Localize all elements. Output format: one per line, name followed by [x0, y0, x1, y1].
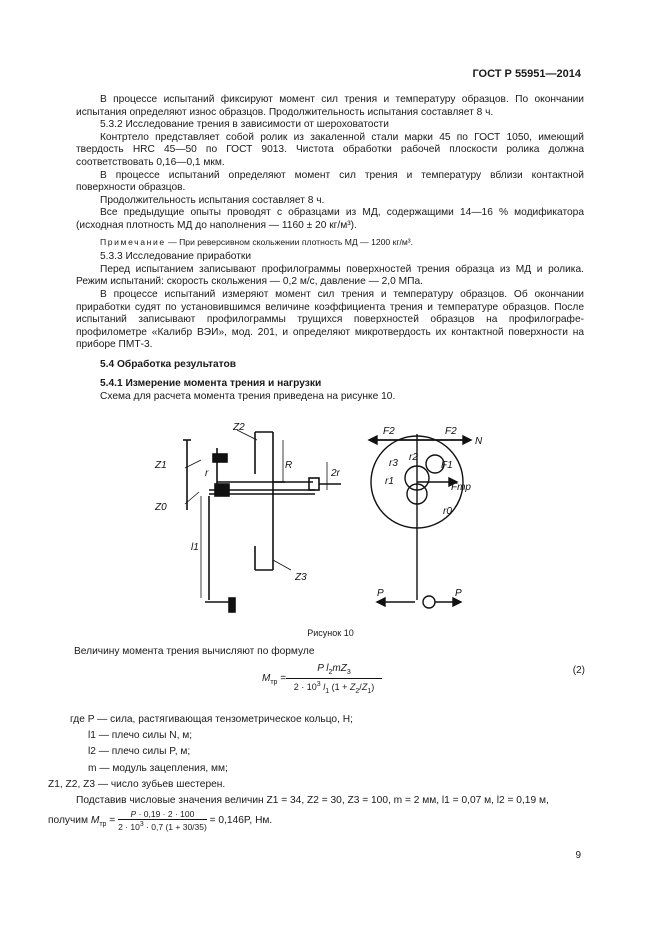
formula-fraction: $\frac{P l_2mZ_3}{2 \cdot 10^3 l_1 (1 + Z_2/Z_1)}$	[286, 663, 382, 695]
result-prefix: получим	[48, 815, 88, 827]
paragraph-2: Контртело представляет собой ролик из закаленной стали марки 45 по ГОСТ 1050, имеющий твердость HRC 45—50 по ГОСТ 9013. Чистота обработки рабочей плоскости ролика должна соответствовать 0,16—0,1 мкм.	[76, 131, 584, 168]
paragraph-4: Продолжительность испытания составляет 8 ч.	[100, 194, 325, 206]
figure-caption: Рисунок 10	[307, 628, 354, 638]
label-f1: F1	[441, 460, 453, 471]
def-p: где P — сила, растягивающая тензометрическое кольцо, Н;	[70, 714, 353, 725]
label-f2-left: F2	[383, 426, 395, 437]
def-z: Z1, Z2, Z3 — число зубьев шестерен.	[48, 778, 226, 790]
def-m: m — модуль зацепления, мм;	[88, 762, 228, 774]
label-z2: Z2	[233, 422, 245, 433]
document-body	[76, 94, 584, 404]
document-header: ГОСТ Р 55951—2014	[472, 68, 581, 80]
label-z1: Z1	[155, 460, 167, 471]
note-text: — При реверсивном скольжении плотность МД — 1200 кг/м³.	[165, 236, 414, 247]
label-z3: Z3	[295, 572, 307, 583]
label-n: N	[475, 436, 483, 447]
label-ftr: Fтр	[451, 482, 471, 493]
label-r: r	[205, 468, 209, 479]
heading-5-4: 5.4 Обработка результатов	[100, 358, 237, 370]
formula-2: $M_{тр}$ = $\frac{P l_2mZ_3}{2 \cdot 10^3 l_1 (1 + Z_2/Z_1)}$	[262, 663, 382, 703]
equation-number: (2)	[572, 665, 585, 676]
figure-10-diagram	[145, 420, 505, 618]
result-value: = 0,146P, Нм.	[209, 815, 273, 827]
label-2r: 2r	[331, 468, 340, 479]
page-number: 9	[575, 850, 581, 861]
heading-5-3-2: 5.3.2 Исследование трения в зависимости от шероховатости	[100, 119, 389, 131]
label-p-left: P	[377, 588, 384, 599]
label-r1: r1	[385, 476, 394, 487]
paragraph-6: Перед испытанием записывают профилограммы поверхностей трения образца из МД и ролика. Режим испытаний: скорость скольжения — 0,2 м/с, давление — 2,0 МПа.	[76, 263, 584, 288]
label-l1: l1	[191, 542, 199, 553]
paragraph-7: В процессе испытаний измеряют момент сил трения и температуру образцов. Об окончании приработки судят по установившимся величине коэффициента трения и температуре образцов. После испытаний записывают профилограммы трущихся поверхностей образцов на профилографе-профилометре «Калибр ВЭИ», мод. 201, и определяют микротвердость их контактной поверхности на приборе ПМТ-3.	[76, 288, 584, 351]
label-z0: Z0	[155, 502, 167, 513]
formula-intro: Величину момента трения вычисляют по формуле	[74, 646, 315, 657]
label-f2-right: F2	[445, 426, 457, 437]
definitions	[48, 712, 584, 834]
paragraph-5: Все предыдущие опыты проводят с образцами из МД, содержащими 14—16 % модификатора (исходная плотность МД до наполнения — 1160 ± 20 кг/м³).	[76, 207, 584, 231]
heading-5-3-3: 5.3.3 Исследование приработки	[100, 251, 252, 263]
note-label: Примечание	[100, 236, 166, 247]
def-l2: l2 — плечо силы P, м;	[88, 746, 191, 758]
label-r0: r0	[443, 506, 452, 517]
label-r3: r3	[389, 458, 398, 469]
result-line: получим $M_{тр}$ = $\frac{P \cdot 0,19 \cdot 2 \cdot 100}{2 \cdot 10^3 \cdot 0,7 (1 + 30/35)}$ = 0,146P, Нм.	[48, 809, 273, 833]
note	[76, 236, 584, 249]
paragraph-1: В процессе испытаний фиксируют момент сил трения и температуру образцов. По окончании испытания определяют износ образцов. Продолжительность испытания составляет 8 ч.	[76, 94, 584, 118]
label-p-right: P	[455, 588, 462, 599]
paragraph-8: Схема для расчета момента трения приведена на рисунке 10.	[100, 391, 396, 403]
paragraph-3: В процессе испытаний определяют момент сил трения и температуру вблизи контактной поверхности образцов.	[76, 169, 584, 194]
substitution: Подставив числовые значения величин Z1 = 34, Z2 = 30, Z3 = 100, m = 2 мм, l1 = 0,07 м, l2 = 0,19 м,	[76, 795, 549, 807]
formula-intro-block	[48, 645, 584, 658]
label-r2: r2	[409, 452, 418, 463]
label-R: R	[285, 460, 293, 471]
def-l1: l1 — плечо силы N, м;	[88, 730, 193, 742]
heading-5-4-1: 5.4.1 Измерение момента трения и нагрузки	[100, 378, 322, 390]
